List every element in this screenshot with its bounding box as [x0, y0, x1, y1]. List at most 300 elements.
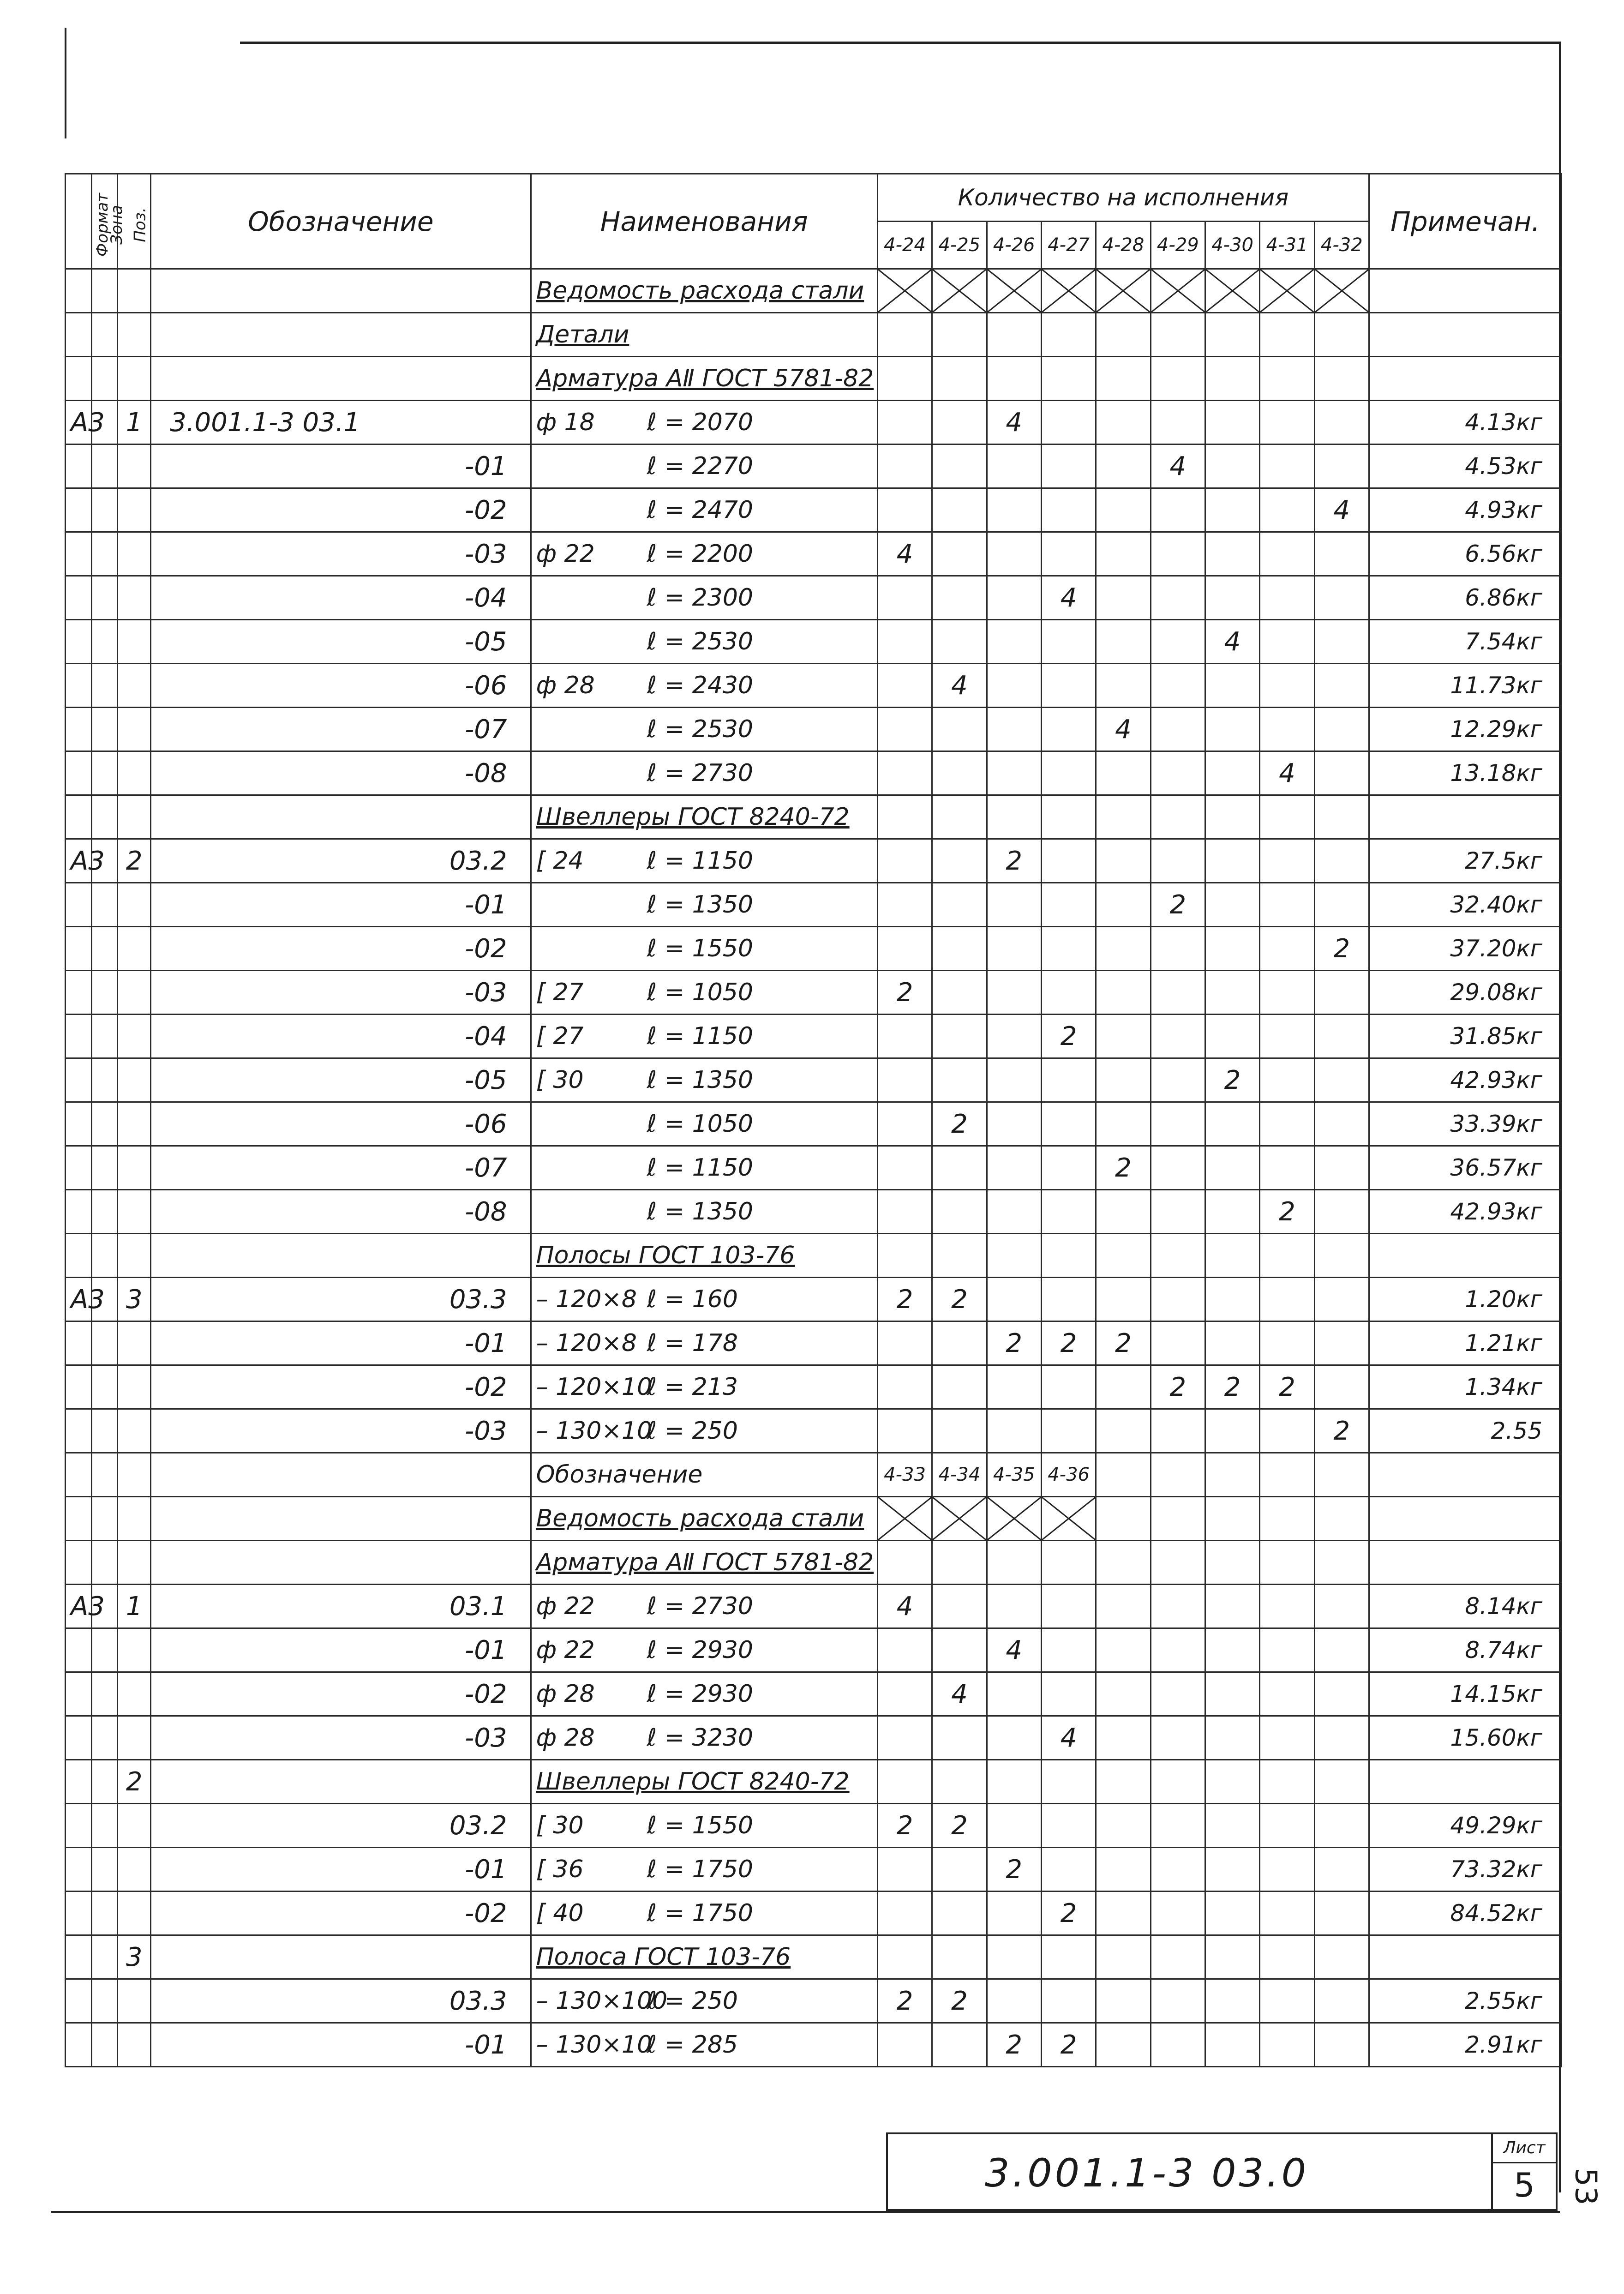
quantity-cell [1314, 1541, 1369, 1585]
quantity-cell [1260, 444, 1314, 488]
length-value: ℓ = 1350 [647, 1066, 754, 1094]
quantity-cell [987, 1409, 1041, 1453]
quantity-cell [987, 1102, 1041, 1146]
document-code: 3.001.1-3 03.0 [985, 2150, 1309, 2196]
format-cell [66, 1716, 92, 1760]
quantity-cell [932, 1146, 987, 1190]
variant-column-header [1260, 1453, 1314, 1497]
quantity-cell [1260, 1672, 1314, 1716]
quantity-cell [1151, 1146, 1205, 1190]
quantity-cell [1205, 532, 1259, 576]
table-row [66, 839, 1562, 883]
table-row [66, 313, 1562, 357]
designation-cell [151, 357, 531, 401]
position-cell [118, 1102, 151, 1146]
quantity-cell [987, 1146, 1041, 1190]
quantity-cell [1314, 1146, 1369, 1190]
quantity-cell [1151, 357, 1205, 401]
quantity-cell [1260, 1935, 1314, 1979]
quantity-cell [1041, 1058, 1096, 1102]
mass-note-cell [1369, 1760, 1562, 1804]
quantity-cell [877, 1015, 932, 1058]
name-cell [531, 2023, 877, 2067]
quantity-cell [1096, 1628, 1151, 1672]
quantity-cell [1096, 1278, 1151, 1321]
quantity-cell [1041, 401, 1096, 444]
format-cell [66, 488, 92, 532]
quantity-cell [1151, 401, 1205, 444]
position-cell [118, 357, 151, 401]
table-row [66, 269, 1562, 313]
name-cell [531, 1365, 877, 1409]
empty-cell [118, 1453, 151, 1497]
quantity-cell [1096, 1015, 1151, 1058]
quantity-cell [1041, 883, 1096, 927]
quantity-cell [1314, 839, 1369, 883]
quantity-cell [1314, 1979, 1369, 2023]
designation-cell: -06 [151, 1102, 531, 1146]
quantity-cell [1151, 971, 1205, 1015]
frame-bottom-line [51, 2211, 1560, 2213]
quantity-cell [1096, 795, 1151, 839]
sheet-number: 5 [1514, 2166, 1535, 2204]
quantity-cell [987, 1190, 1041, 1234]
quantity-cell [932, 1716, 987, 1760]
quantity-cell [1096, 313, 1151, 357]
quantity-cell [1151, 795, 1205, 839]
table-row [66, 444, 1562, 488]
quantity-cell [877, 1628, 932, 1672]
position-cell: 1 [118, 401, 151, 444]
quantity-cell [877, 1497, 932, 1541]
zone-cell [91, 1804, 118, 1848]
position-cell [118, 795, 151, 839]
quantity-cell: 4 [877, 532, 932, 576]
quantity-cell: 2 [1205, 1365, 1259, 1409]
quantity-cell [1151, 313, 1205, 357]
zone-cell [91, 444, 118, 488]
quantity-cell [1041, 1935, 1096, 1979]
mass-note-cell: 8.14кг [1369, 1585, 1562, 1628]
quantity-cell [1096, 1190, 1151, 1234]
position-cell [118, 1015, 151, 1058]
section-title: Полосы ГОСТ 103-76 [531, 1234, 877, 1278]
name-cell [531, 1585, 877, 1628]
quantity-cell [877, 2023, 932, 2067]
quantity-cell [1314, 444, 1369, 488]
quantity-cell [1096, 1497, 1151, 1541]
profile-size: [ 30 [536, 1066, 584, 1094]
format-cell: А3 [66, 401, 92, 444]
quantity-cell [987, 971, 1041, 1015]
quantity-cell [877, 357, 932, 401]
table-row [66, 576, 1562, 620]
zone-cell [91, 2023, 118, 2067]
quantity-cell [987, 1585, 1041, 1628]
name-cell [531, 1628, 877, 1672]
designation-cell: -04 [151, 1015, 531, 1058]
table-row [66, 927, 1562, 971]
mass-note-cell: 12.29кг [1369, 708, 1562, 751]
section-title: Швеллеры ГОСТ 8240-72 [531, 1760, 877, 1804]
section-title: Ведомость расхода стали [531, 1497, 877, 1541]
sheet-box [1491, 2134, 1556, 2209]
second-group-title: Обозначение [531, 1453, 877, 1497]
position-cell: 2 [118, 839, 151, 883]
quantity-cell [1314, 2023, 1369, 2067]
table-row [66, 1190, 1562, 1234]
quantity-cell [1260, 401, 1314, 444]
quantity-cell [1096, 664, 1151, 708]
quantity-cell [877, 488, 932, 532]
name-cell [531, 664, 877, 708]
quantity-cell [1314, 883, 1369, 927]
quantity-cell [1260, 269, 1314, 313]
quantity-cell [1260, 576, 1314, 620]
format-cell [66, 1497, 92, 1541]
quantity-cell [1260, 1497, 1314, 1541]
quantity-cell [932, 1190, 987, 1234]
length-value: ℓ = 160 [647, 1285, 738, 1313]
profile-size: – 120×8 [536, 1285, 637, 1313]
section-title: Арматура АⅡ ГОСТ 5781-82 [531, 357, 877, 401]
quantity-cell [1151, 664, 1205, 708]
quantity-cell: 2 [1205, 1058, 1259, 1102]
quantity-cell [1096, 1541, 1151, 1585]
quantity-cell [1041, 1409, 1096, 1453]
quantity-cell [1151, 1190, 1205, 1234]
quantity-cell [987, 357, 1041, 401]
quantity-cell [1205, 1935, 1259, 1979]
quantity-cell [877, 1234, 932, 1278]
quantity-cell [932, 269, 987, 313]
header-pos: Поз. [118, 174, 151, 269]
designation-cell: -01 [151, 2023, 531, 2067]
mass-note-cell: 4.53кг [1369, 444, 1562, 488]
quantity-cell: 4 [987, 401, 1041, 444]
quantity-cell [987, 1234, 1041, 1278]
quantity-cell [1205, 1979, 1259, 2023]
zone-cell [91, 1848, 118, 1892]
second-group-header-row [66, 1453, 1562, 1497]
mass-note-cell: 15.60кг [1369, 1716, 1562, 1760]
zone-cell [91, 708, 118, 751]
quantity-cell [987, 1497, 1041, 1541]
quantity-cell [932, 1409, 987, 1453]
zone-cell [91, 751, 118, 795]
table-row [66, 1497, 1562, 1541]
format-cell [66, 1146, 92, 1190]
quantity-cell [1041, 1278, 1096, 1321]
cross-mark-icon [878, 270, 931, 312]
zone-cell [91, 664, 118, 708]
table-row [66, 664, 1562, 708]
quantity-cell: 2 [1151, 1365, 1205, 1409]
table-row [66, 1585, 1562, 1628]
quantity-cell: 2 [1041, 2023, 1096, 2067]
length-value: ℓ = 2470 [647, 496, 754, 524]
quantity-cell [987, 532, 1041, 576]
name-cell [531, 1321, 877, 1365]
length-value: ℓ = 2270 [647, 452, 754, 480]
quantity-cell [877, 1190, 932, 1234]
section-title: Детали [531, 313, 877, 357]
position-cell [118, 1321, 151, 1365]
quantity-cell [1314, 620, 1369, 664]
quantity-cell [1151, 1716, 1205, 1760]
sheet-label: Лист [1493, 2134, 1556, 2163]
zone-cell [91, 532, 118, 576]
designation-cell [151, 1935, 531, 1979]
quantity-cell [1205, 708, 1259, 751]
designation-cell: 03.2 [151, 839, 531, 883]
name-cell [531, 1058, 877, 1102]
quantity-cell: 2 [877, 971, 932, 1015]
quantity-cell [877, 1321, 932, 1365]
position-cell [118, 1804, 151, 1848]
quantity-cell [1041, 313, 1096, 357]
length-value: ℓ = 1150 [647, 1022, 754, 1050]
quantity-cell [1151, 708, 1205, 751]
designation-cell [151, 1760, 531, 1804]
quantity-cell: 4 [932, 664, 987, 708]
zone-cell [91, 971, 118, 1015]
name-cell [531, 1892, 877, 1935]
quantity-cell [1151, 1541, 1205, 1585]
quantity-cell [1260, 1892, 1314, 1935]
mass-note-cell: 1.34кг [1369, 1365, 1562, 1409]
quantity-cell [1096, 444, 1151, 488]
quantity-cell [1260, 927, 1314, 971]
quantity-cell [932, 1585, 987, 1628]
mass-note-cell: 2.55 [1369, 1409, 1562, 1453]
quantity-cell [1205, 1804, 1259, 1848]
quantity-cell [987, 751, 1041, 795]
quantity-cell [1041, 664, 1096, 708]
designation-cell: -07 [151, 708, 531, 751]
position-cell [118, 664, 151, 708]
quantity-cell [1205, 1892, 1259, 1935]
quantity-cell [1041, 971, 1096, 1015]
quantity-cell [932, 1058, 987, 1102]
zone-cell [91, 927, 118, 971]
table-row [66, 1365, 1562, 1409]
table-row [66, 1760, 1562, 1804]
specification-table [65, 173, 1562, 2067]
quantity-cell [932, 2023, 987, 2067]
length-value: ℓ = 2530 [647, 628, 754, 655]
variant-column-header: 4-31 [1260, 222, 1314, 269]
quantity-cell [1151, 1058, 1205, 1102]
designation-cell [151, 1234, 531, 1278]
quantity-cell [1260, 313, 1314, 357]
designation-cell: 3.001.1-3 03.1 [151, 401, 531, 444]
name-cell [531, 1716, 877, 1760]
quantity-cell [932, 532, 987, 576]
quantity-cell [1096, 1234, 1151, 1278]
quantity-cell [1041, 751, 1096, 795]
position-cell: 3 [118, 1278, 151, 1321]
zone-cell [91, 1234, 118, 1278]
table-row [66, 1146, 1562, 1190]
designation-cell: -02 [151, 488, 531, 532]
format-cell [66, 1804, 92, 1848]
zone-cell [91, 488, 118, 532]
profile-size: ф 22 [536, 540, 595, 568]
position-cell [118, 1979, 151, 2023]
quantity-cell [1041, 488, 1096, 532]
quantity-cell [1096, 532, 1151, 576]
mass-note-cell: 4.93кг [1369, 488, 1562, 532]
quantity-cell [1314, 1716, 1369, 1760]
cross-mark-icon [1042, 1497, 1095, 1540]
name-cell [531, 708, 877, 751]
table-row [66, 1015, 1562, 1058]
quantity-cell [1205, 444, 1259, 488]
quantity-cell [1096, 1804, 1151, 1848]
zone-cell [91, 1672, 118, 1716]
frame-left-line [65, 28, 66, 138]
header-zone: Зона [91, 174, 118, 269]
quantity-cell [987, 883, 1041, 927]
designation-cell: -06 [151, 664, 531, 708]
table-row [66, 1409, 1562, 1453]
zone-cell [91, 1628, 118, 1672]
quantity-cell [1151, 2023, 1205, 2067]
format-cell [66, 313, 92, 357]
quantity-cell [1151, 576, 1205, 620]
quantity-cell: 4 [1205, 620, 1259, 664]
zone-cell [91, 269, 118, 313]
quantity-cell [1151, 1102, 1205, 1146]
quantity-cell [1260, 1541, 1314, 1585]
quantity-cell [1260, 532, 1314, 576]
zone-cell [91, 357, 118, 401]
quantity-cell [1205, 313, 1259, 357]
quantity-cell [932, 576, 987, 620]
designation-cell: -08 [151, 1190, 531, 1234]
zone-cell [91, 1190, 118, 1234]
quantity-cell [1314, 1278, 1369, 1321]
quantity-cell [932, 1760, 987, 1804]
position-cell: 1 [118, 1585, 151, 1628]
format-cell [66, 1979, 92, 2023]
zone-cell [91, 1716, 118, 1760]
format-cell [66, 883, 92, 927]
mass-note-cell [1369, 1234, 1562, 1278]
designation-cell: -02 [151, 1892, 531, 1935]
quantity-cell [932, 444, 987, 488]
table-row [66, 795, 1562, 839]
quantity-cell [1096, 1892, 1151, 1935]
name-cell [531, 488, 877, 532]
length-value: ℓ = 2300 [647, 584, 754, 612]
length-value: ℓ = 1550 [647, 935, 754, 962]
quantity-cell [1096, 269, 1151, 313]
mass-note-cell: 2.91кг [1369, 2023, 1562, 2067]
mass-note-cell [1369, 1497, 1562, 1541]
quantity-cell [877, 1892, 932, 1935]
quantity-cell [1096, 927, 1151, 971]
quantity-cell [1205, 839, 1259, 883]
table-row [66, 1935, 1562, 1979]
quantity-cell [1205, 1541, 1259, 1585]
quantity-cell: 4 [1041, 1716, 1096, 1760]
length-value: ℓ = 2200 [647, 540, 754, 568]
length-value: ℓ = 2730 [647, 1592, 754, 1620]
quantity-cell [1260, 1102, 1314, 1146]
cross-mark-icon [1151, 270, 1205, 312]
quantity-cell [1260, 488, 1314, 532]
quantity-cell: 4 [987, 1628, 1041, 1672]
designation-cell: -05 [151, 1058, 531, 1102]
length-value: ℓ = 1350 [647, 1198, 754, 1225]
table-row [66, 751, 1562, 795]
header-format: Формат [66, 174, 92, 269]
quantity-cell [932, 1848, 987, 1892]
position-cell [118, 1541, 151, 1585]
length-value: ℓ = 2530 [647, 715, 754, 743]
quantity-cell [1205, 2023, 1259, 2067]
quantity-cell [1314, 1190, 1369, 1234]
format-cell [66, 1935, 92, 1979]
quantity-cell [1260, 1146, 1314, 1190]
position-cell [118, 1672, 151, 1716]
quantity-cell [877, 1102, 932, 1146]
name-cell [531, 1190, 877, 1234]
quantity-cell [1151, 1892, 1205, 1935]
table-row [66, 1672, 1562, 1716]
mass-note-cell: 32.40кг [1369, 883, 1562, 927]
format-cell [66, 1190, 92, 1234]
quantity-cell: 4 [1151, 444, 1205, 488]
quantity-cell: 2 [1260, 1190, 1314, 1234]
quantity-cell [1151, 1015, 1205, 1058]
table-row [66, 401, 1562, 444]
section-title: Ведомость расхода стали [531, 269, 877, 313]
quantity-cell [987, 576, 1041, 620]
quantity-cell: 2 [1096, 1321, 1151, 1365]
mass-note-cell [1369, 1935, 1562, 1979]
format-cell [66, 751, 92, 795]
quantity-cell [1260, 1848, 1314, 1892]
mass-note-cell [1369, 795, 1562, 839]
length-value: ℓ = 2930 [647, 1680, 754, 1708]
quantity-cell: 2 [1096, 1146, 1151, 1190]
variant-column-header: 4-27 [1041, 222, 1096, 269]
designation-cell: -08 [151, 751, 531, 795]
cross-mark-icon [1097, 270, 1150, 312]
position-cell [118, 1892, 151, 1935]
table-row [66, 1278, 1562, 1321]
format-cell [66, 1015, 92, 1058]
variant-column-header: 4-32 [1314, 222, 1369, 269]
table-row [66, 532, 1562, 576]
format-cell [66, 1234, 92, 1278]
quantity-cell [1314, 1585, 1369, 1628]
quantity-cell [1260, 1058, 1314, 1102]
section-title: Арматура АⅡ ГОСТ 5781-82 [531, 1541, 877, 1585]
quantity-cell [1205, 1409, 1259, 1453]
quantity-cell: 2 [1041, 1321, 1096, 1365]
cross-mark-icon [878, 1497, 931, 1540]
designation-cell: 03.3 [151, 1979, 531, 2023]
name-cell [531, 751, 877, 795]
quantity-cell [1314, 1102, 1369, 1146]
quantity-cell: 4 [1260, 751, 1314, 795]
quantity-cell [1041, 1365, 1096, 1409]
quantity-cell [1096, 357, 1151, 401]
